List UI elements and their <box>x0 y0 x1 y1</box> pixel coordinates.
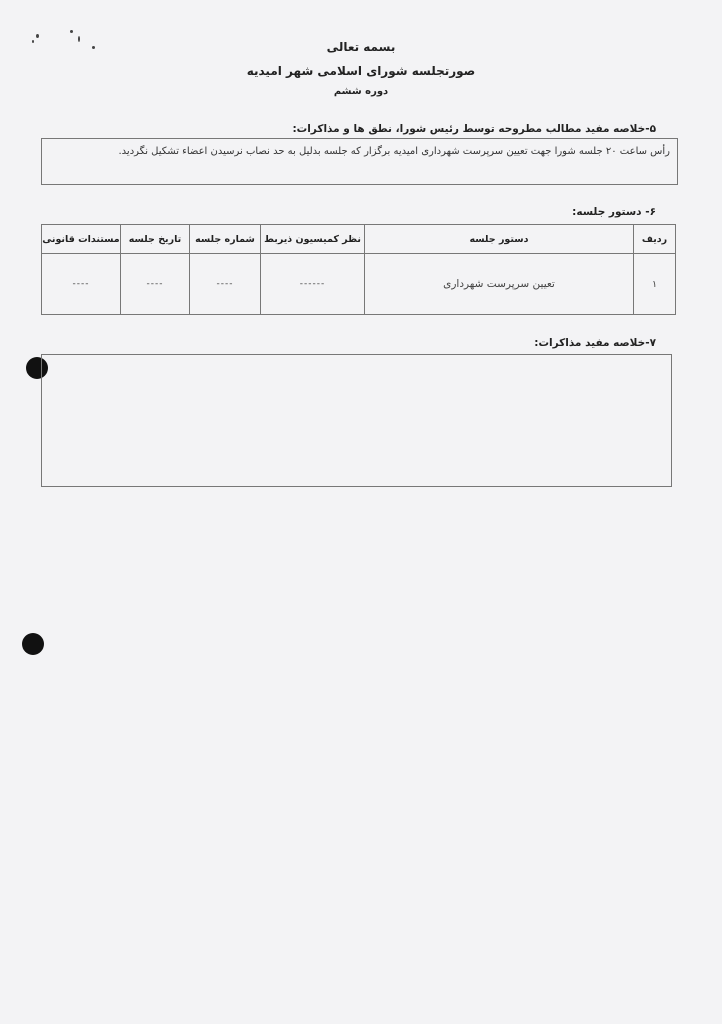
punch-hole <box>22 633 44 655</box>
agenda-header-row <box>42 225 676 254</box>
section7-label: ۷-خلاصه مفید مذاکرات: <box>534 337 656 349</box>
scan-speck <box>36 34 39 38</box>
cell-agenda: تعیین سرپرست شهرداری <box>365 254 634 315</box>
col-legal-header: مستندات قانونی <box>42 225 121 254</box>
section5-text: رأس ساعت ۲۰ جلسه شورا جهت تعیین سرپرست شهرداری امیدیه برگزار که جلسه بدلیل به حد نصاب نرسیدن اعضاء تشکیل نگردید. <box>118 146 670 157</box>
col-number-header: شماره جلسه <box>190 225 261 254</box>
table-row <box>42 254 676 315</box>
section5-label: ۵-خلاصه مفید مطالب مطروحه توسط رئیس شورا، نطق ها و مذاکرات: <box>292 123 656 135</box>
page-title: صورتجلسه شورای اسلامی شهر امیدیه <box>246 64 476 78</box>
agenda-table <box>41 224 676 315</box>
cell-legal: ---- <box>42 254 121 315</box>
section7-box <box>41 354 672 487</box>
cell-date: ---- <box>121 254 190 315</box>
cell-number: ---- <box>190 254 261 315</box>
term-label: دوره ششم <box>333 86 389 97</box>
section6-label: ۶- دستور جلسه: <box>572 206 656 218</box>
scan-speck <box>70 30 73 33</box>
invocation: بسمه تعالی <box>326 40 396 54</box>
col-date-header: تاریخ جلسه <box>121 225 190 254</box>
cell-row: ۱ <box>634 254 676 315</box>
col-commission-header: نظر کمیسیون ذیربط <box>261 225 365 254</box>
cell-commission: ------ <box>261 254 365 315</box>
col-row-header: ردیف <box>634 225 676 254</box>
col-agenda-header: دستور جلسه <box>365 225 634 254</box>
